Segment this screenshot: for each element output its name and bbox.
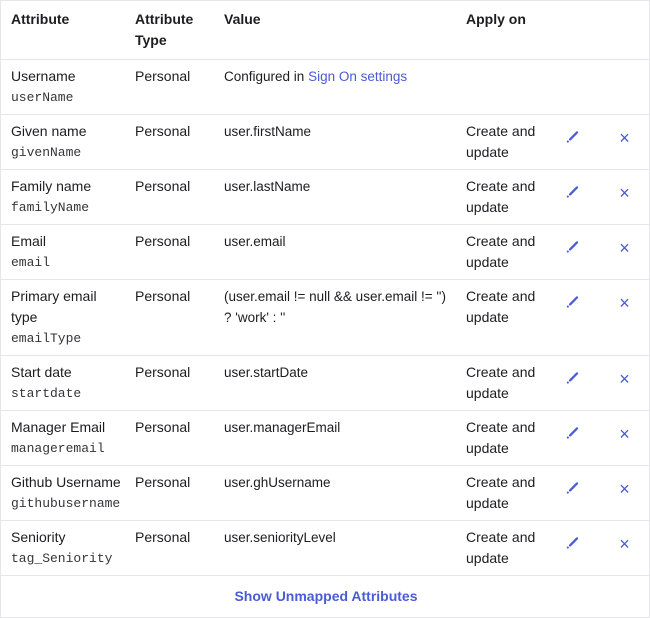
pencil-icon	[565, 294, 580, 309]
attribute-row	[1, 60, 650, 115]
attribute-variable-name: familyName	[11, 200, 90, 215]
attribute-variable-name: email	[11, 255, 51, 270]
remove-attribute-button[interactable]	[619, 238, 630, 258]
attribute-type-value: Personal	[135, 123, 191, 139]
attribute-value-text: Configured in	[224, 69, 309, 84]
column-header-apply-on: Apply on	[466, 11, 526, 27]
attribute-value-text: (user.email != null && user.email != '') ? 'work' : ''	[224, 289, 446, 325]
edit-attribute-button[interactable]	[565, 294, 580, 311]
column-header-value: Value	[224, 11, 261, 27]
attribute-display-name: Family name	[11, 178, 92, 194]
attribute-type-value: Personal	[135, 474, 191, 490]
remove-attribute-button[interactable]	[619, 293, 630, 313]
attribute-display-name: Github Username	[11, 474, 121, 490]
attribute-value-text: user.managerEmail	[224, 420, 341, 435]
attribute-variable-name: githubusername	[11, 496, 121, 511]
apply-on-value: Create and update	[466, 178, 536, 215]
close-icon: ×	[619, 183, 630, 203]
attribute-value-cell	[214, 225, 456, 280]
edit-attribute-button[interactable]	[565, 425, 580, 442]
remove-attribute-button[interactable]	[619, 128, 630, 148]
table-body	[1, 60, 650, 576]
table-footer	[1, 576, 650, 618]
pencil-icon	[565, 184, 580, 199]
attribute-value-cell	[214, 521, 456, 576]
attribute-value-text: user.firstName	[224, 124, 312, 139]
attribute-variable-name: emailType	[11, 331, 82, 346]
edit-attribute-button[interactable]	[565, 129, 580, 146]
apply-on-value	[456, 60, 546, 115]
edit-attribute-button[interactable]	[565, 184, 580, 201]
pencil-icon	[565, 425, 580, 440]
attribute-value-cell	[214, 280, 456, 356]
sign-on-settings-link[interactable]: Sign On settings	[308, 69, 408, 84]
attribute-type-value: Personal	[135, 288, 191, 304]
close-icon: ×	[619, 479, 630, 499]
attribute-value-text: user.startDate	[224, 365, 309, 380]
attribute-value-cell	[214, 115, 456, 170]
column-header-attribute: Attribute	[11, 11, 70, 27]
show-unmapped-attributes-button[interactable]: Show Unmapped Attributes	[234, 588, 418, 604]
attribute-variable-name: startdate	[11, 386, 82, 401]
attribute-type-value: Personal	[135, 529, 191, 545]
apply-on-value: Create and update	[466, 233, 536, 270]
close-icon: ×	[619, 128, 630, 148]
attribute-value-cell	[214, 170, 456, 225]
attribute-display-name: Primary email type	[11, 288, 97, 325]
attribute-row	[1, 521, 650, 576]
attribute-type-value: Personal	[135, 364, 191, 380]
attribute-type-value: Personal	[135, 178, 191, 194]
apply-on-value: Create and update	[466, 529, 536, 566]
pencil-icon	[565, 535, 580, 550]
close-icon: ×	[619, 534, 630, 554]
close-icon: ×	[619, 424, 630, 444]
attribute-row	[1, 466, 650, 521]
close-icon: ×	[619, 293, 630, 313]
column-header-edit-actions	[546, 1, 598, 60]
apply-on-value: Create and update	[466, 123, 536, 160]
pencil-icon	[565, 239, 580, 254]
attribute-row	[1, 170, 650, 225]
attribute-variable-name: tag_Seniority	[11, 551, 113, 566]
attribute-value-text: user.seniorityLevel	[224, 530, 336, 545]
attribute-row	[1, 225, 650, 280]
attribute-row	[1, 411, 650, 466]
attribute-row	[1, 115, 650, 170]
close-icon: ×	[619, 238, 630, 258]
edit-attribute-button[interactable]	[565, 480, 580, 497]
attribute-mappings-grid	[1, 1, 650, 617]
attribute-display-name: Seniority	[11, 529, 66, 545]
attribute-row	[1, 356, 650, 411]
apply-on-value: Create and update	[466, 419, 536, 456]
attribute-row	[1, 280, 650, 356]
attribute-display-name: Email	[11, 233, 47, 249]
pencil-icon	[565, 129, 580, 144]
attribute-value-cell	[214, 60, 456, 115]
attribute-value-cell	[214, 411, 456, 466]
attribute-variable-name: givenName	[11, 145, 82, 160]
attribute-display-name: Start date	[11, 364, 72, 380]
pencil-icon	[565, 370, 580, 385]
attribute-display-name: Manager Email	[11, 419, 106, 435]
pencil-icon	[565, 480, 580, 495]
attribute-value-text: user.email	[224, 234, 286, 249]
edit-attribute-button[interactable]	[565, 239, 580, 256]
attribute-type-value: Personal	[135, 68, 191, 84]
attribute-value-text: user.ghUsername	[224, 475, 331, 490]
edit-attribute-button[interactable]	[565, 535, 580, 552]
remove-attribute-button[interactable]	[619, 424, 630, 444]
attribute-type-value: Personal	[135, 233, 191, 249]
remove-attribute-button[interactable]	[619, 369, 630, 389]
attribute-value-cell	[214, 466, 456, 521]
attribute-display-name: Username	[11, 68, 76, 84]
attribute-value-cell	[214, 356, 456, 411]
remove-attribute-button[interactable]	[619, 479, 630, 499]
remove-attribute-button[interactable]	[619, 534, 630, 554]
attribute-variable-name: manageremail	[11, 441, 105, 456]
attribute-value-text: user.lastName	[224, 179, 311, 194]
column-header-attribute-type: Attribute Type	[135, 11, 194, 48]
close-icon: ×	[619, 369, 630, 389]
apply-on-value: Create and update	[466, 474, 536, 511]
attribute-variable-name: userName	[11, 90, 74, 105]
apply-on-value: Create and update	[466, 288, 536, 325]
attribute-display-name: Given name	[11, 123, 87, 139]
table-header	[1, 1, 650, 60]
edit-attribute-button[interactable]	[565, 370, 580, 387]
apply-on-value: Create and update	[466, 364, 536, 401]
remove-attribute-button[interactable]	[619, 183, 630, 203]
column-header-remove-actions	[598, 1, 650, 60]
attribute-type-value: Personal	[135, 419, 191, 435]
